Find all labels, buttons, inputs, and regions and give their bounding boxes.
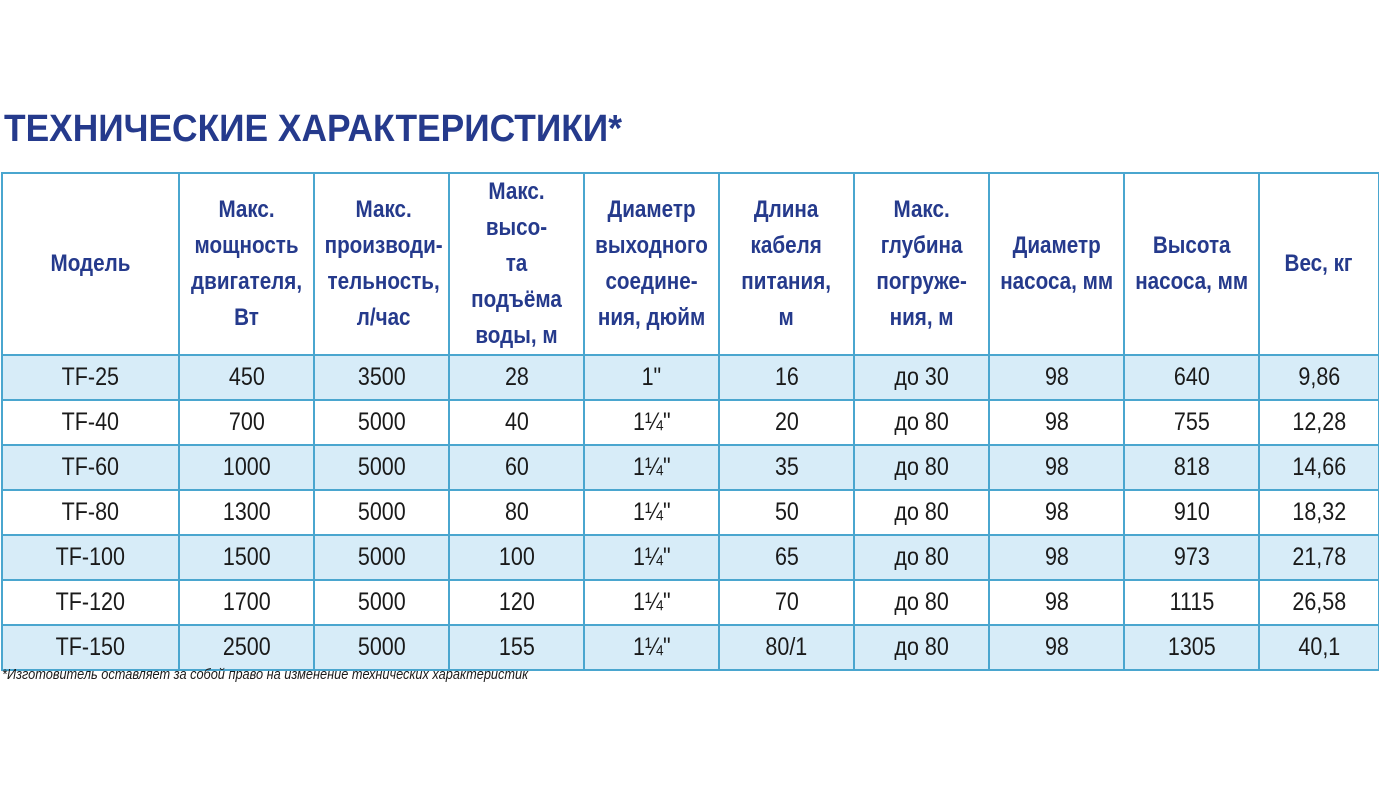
cell-model: TF-120 xyxy=(2,580,179,625)
cell-lift-height: 120 xyxy=(449,580,584,625)
cell-power: 1300 xyxy=(179,490,314,535)
cell-model: TF-25 xyxy=(2,355,179,400)
cell-lift-height: 60 xyxy=(449,445,584,490)
header-model: Модель xyxy=(2,173,179,355)
cell-immersion-depth: до 80 xyxy=(854,445,989,490)
table-row xyxy=(2,490,1379,535)
cell-power: 700 xyxy=(179,400,314,445)
cell-weight: 14,66 xyxy=(1259,445,1379,490)
cell-lift-height: 80 xyxy=(449,490,584,535)
cell-weight: 9,86 xyxy=(1259,355,1379,400)
cell-capacity: 5000 xyxy=(314,490,449,535)
cell-outlet-diameter: 1¼" xyxy=(584,445,719,490)
cell-weight: 18,32 xyxy=(1259,490,1379,535)
table-row xyxy=(2,625,1379,670)
header-max-capacity: Макс. производи- тельность, л/час xyxy=(314,173,449,355)
header-outlet-diameter: Диаметр выходного соедине- ния, дюйм xyxy=(584,173,719,355)
cell-pump-diameter: 98 xyxy=(989,400,1124,445)
cell-immersion-depth: до 80 xyxy=(854,490,989,535)
cell-weight: 21,78 xyxy=(1259,535,1379,580)
cell-model: TF-60 xyxy=(2,445,179,490)
cell-pump-diameter: 98 xyxy=(989,625,1124,670)
cell-immersion-depth: до 80 xyxy=(854,535,989,580)
cell-cable-length: 80/1 xyxy=(719,625,854,670)
cell-capacity: 5000 xyxy=(314,535,449,580)
cell-pump-height: 973 xyxy=(1124,535,1259,580)
cell-lift-height: 40 xyxy=(449,400,584,445)
cell-lift-height: 28 xyxy=(449,355,584,400)
cell-outlet-diameter: 1¼" xyxy=(584,580,719,625)
cell-model: TF-80 xyxy=(2,490,179,535)
cell-pump-height: 1305 xyxy=(1124,625,1259,670)
cell-immersion-depth: до 80 xyxy=(854,400,989,445)
cell-outlet-diameter: 1" xyxy=(584,355,719,400)
cell-immersion-depth: до 80 xyxy=(854,625,989,670)
cell-pump-height: 755 xyxy=(1124,400,1259,445)
cell-pump-height: 640 xyxy=(1124,355,1259,400)
table-body xyxy=(2,355,1379,670)
cell-power: 1000 xyxy=(179,445,314,490)
cell-capacity: 5000 xyxy=(314,445,449,490)
table-row xyxy=(2,355,1379,400)
header-max-lift-height: Макс. высо- та подъёма воды, м xyxy=(449,173,584,355)
cell-model: TF-150 xyxy=(2,625,179,670)
header-pump-height: Высота насоса, мм xyxy=(1124,173,1259,355)
page-title: ТЕХНИЧЕСКИЕ ХАРАКТЕРИСТИКИ* xyxy=(4,108,622,150)
cell-immersion-depth: до 80 xyxy=(854,580,989,625)
header-max-power: Макс. мощность двигателя, Вт xyxy=(179,173,314,355)
cell-outlet-diameter: 1¼" xyxy=(584,400,719,445)
cell-capacity: 5000 xyxy=(314,580,449,625)
cell-lift-height: 155 xyxy=(449,625,584,670)
cell-pump-diameter: 98 xyxy=(989,580,1124,625)
cell-weight: 26,58 xyxy=(1259,580,1379,625)
cell-cable-length: 16 xyxy=(719,355,854,400)
cell-capacity: 3500 xyxy=(314,355,449,400)
cell-pump-diameter: 98 xyxy=(989,355,1124,400)
cell-model: TF-40 xyxy=(2,400,179,445)
cell-power: 1500 xyxy=(179,535,314,580)
header-weight: Вес, кг xyxy=(1259,173,1379,355)
header-max-immersion-depth: Макс. глубина погруже- ния, м xyxy=(854,173,989,355)
cell-pump-diameter: 98 xyxy=(989,490,1124,535)
cell-pump-height: 1115 xyxy=(1124,580,1259,625)
header-cable-length: Длина кабеля питания, м xyxy=(719,173,854,355)
cell-pump-height: 910 xyxy=(1124,490,1259,535)
cell-weight: 12,28 xyxy=(1259,400,1379,445)
cell-weight: 40,1 xyxy=(1259,625,1379,670)
table-header-row xyxy=(2,173,1379,355)
cell-capacity: 5000 xyxy=(314,400,449,445)
cell-capacity: 5000 xyxy=(314,625,449,670)
cell-cable-length: 35 xyxy=(719,445,854,490)
specifications-table xyxy=(1,172,1379,671)
cell-model: TF-100 xyxy=(2,535,179,580)
cell-power: 450 xyxy=(179,355,314,400)
cell-pump-height: 818 xyxy=(1124,445,1259,490)
table-row xyxy=(2,535,1379,580)
cell-cable-length: 50 xyxy=(719,490,854,535)
cell-pump-diameter: 98 xyxy=(989,535,1124,580)
table-row xyxy=(2,580,1379,625)
table-row xyxy=(2,445,1379,490)
cell-immersion-depth: до 30 xyxy=(854,355,989,400)
cell-outlet-diameter: 1¼" xyxy=(584,490,719,535)
header-pump-diameter: Диаметр насоса, мм xyxy=(989,173,1124,355)
table-row xyxy=(2,400,1379,445)
cell-outlet-diameter: 1¼" xyxy=(584,625,719,670)
cell-pump-diameter: 98 xyxy=(989,445,1124,490)
cell-power: 1700 xyxy=(179,580,314,625)
cell-power: 2500 xyxy=(179,625,314,670)
cell-lift-height: 100 xyxy=(449,535,584,580)
cell-cable-length: 20 xyxy=(719,400,854,445)
cell-outlet-diameter: 1¼" xyxy=(584,535,719,580)
cell-cable-length: 65 xyxy=(719,535,854,580)
footnote: *Изготовитель оставляет за собой право на изменение технических характеристик xyxy=(2,666,529,683)
cell-cable-length: 70 xyxy=(719,580,854,625)
